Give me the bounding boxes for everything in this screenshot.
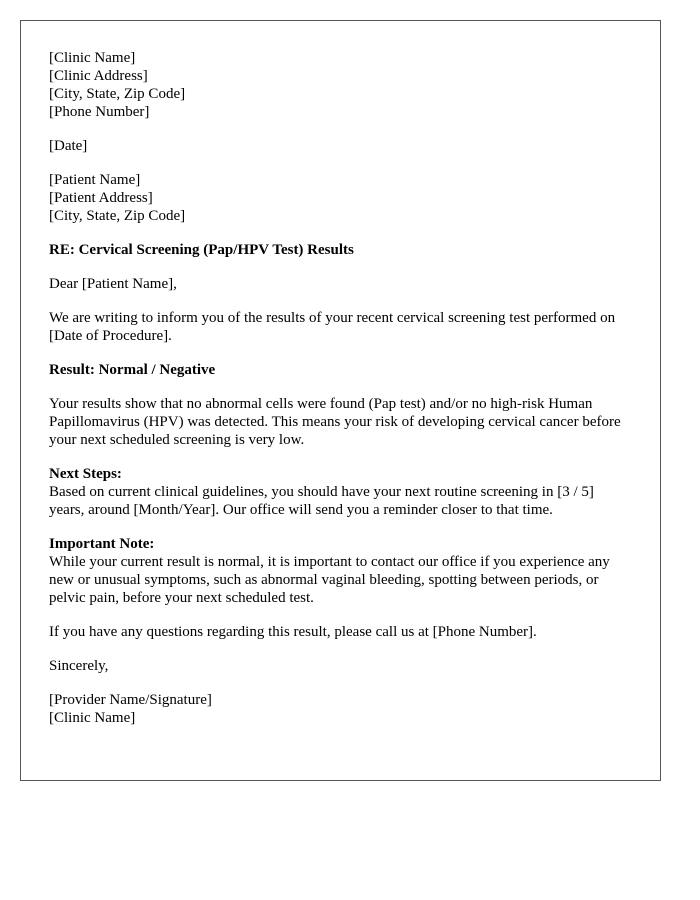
subject-line: RE: Cervical Screening (Pap/HPV Test) Results: [49, 242, 354, 258]
patient-name: [Patient Name]: [49, 172, 141, 188]
intro-paragraph: We are writing to inform you of the results of your recent cervical screening test performed on [Date of Procedure].: [49, 310, 616, 344]
important-note-body: While your current result is normal, it is important to contact our office if you experience any new or unusual symptoms, such as abnormal vaginal bleeding, spotting between periods, or pelvic pain, before your next scheduled test.: [49, 554, 610, 606]
signature-clinic-name: [Clinic Name]: [49, 710, 136, 726]
patient-city-state-zip: [City, State, Zip Code]: [49, 208, 186, 224]
provider-signature: [Provider Name/Signature]: [49, 692, 212, 708]
clinic-name: [Clinic Name]: [49, 50, 136, 66]
signature-block: [49, 691, 632, 727]
result-paragraph: Your results show that no abnormal cells were found (Pap test) and/or no high-risk Human Papillomavirus (HPV) was detected. This means your risk of developing cervical cancer before your next scheduled screening is very low.: [49, 396, 621, 448]
salutation: Dear [Patient Name],: [49, 276, 177, 292]
patient-address-block: [49, 171, 632, 225]
important-note-section: [49, 535, 632, 607]
important-note-heading: Important Note:: [49, 536, 155, 552]
date-text: [Date]: [49, 138, 88, 154]
clinic-phone: [Phone Number]: [49, 104, 150, 120]
letter-page: [20, 20, 661, 781]
clinic-address: [Clinic Address]: [49, 68, 148, 84]
questions-paragraph: If you have any questions regarding this result, please call us at [Phone Number].: [49, 624, 537, 640]
next-steps-section: [49, 465, 632, 519]
closing: Sincerely,: [49, 658, 109, 674]
clinic-header: [49, 49, 632, 121]
clinic-city-state-zip: [City, State, Zip Code]: [49, 86, 186, 102]
letter-date: [49, 137, 632, 155]
next-steps-heading: Next Steps:: [49, 466, 122, 482]
next-steps-body: Based on current clinical guidelines, you should have your next routine screening in [3 / 5] years, around [Month/Year]. Our office will send you a reminder closer to that time.: [49, 484, 594, 518]
result-heading: Result: Normal / Negative: [49, 362, 216, 378]
patient-address: [Patient Address]: [49, 190, 153, 206]
